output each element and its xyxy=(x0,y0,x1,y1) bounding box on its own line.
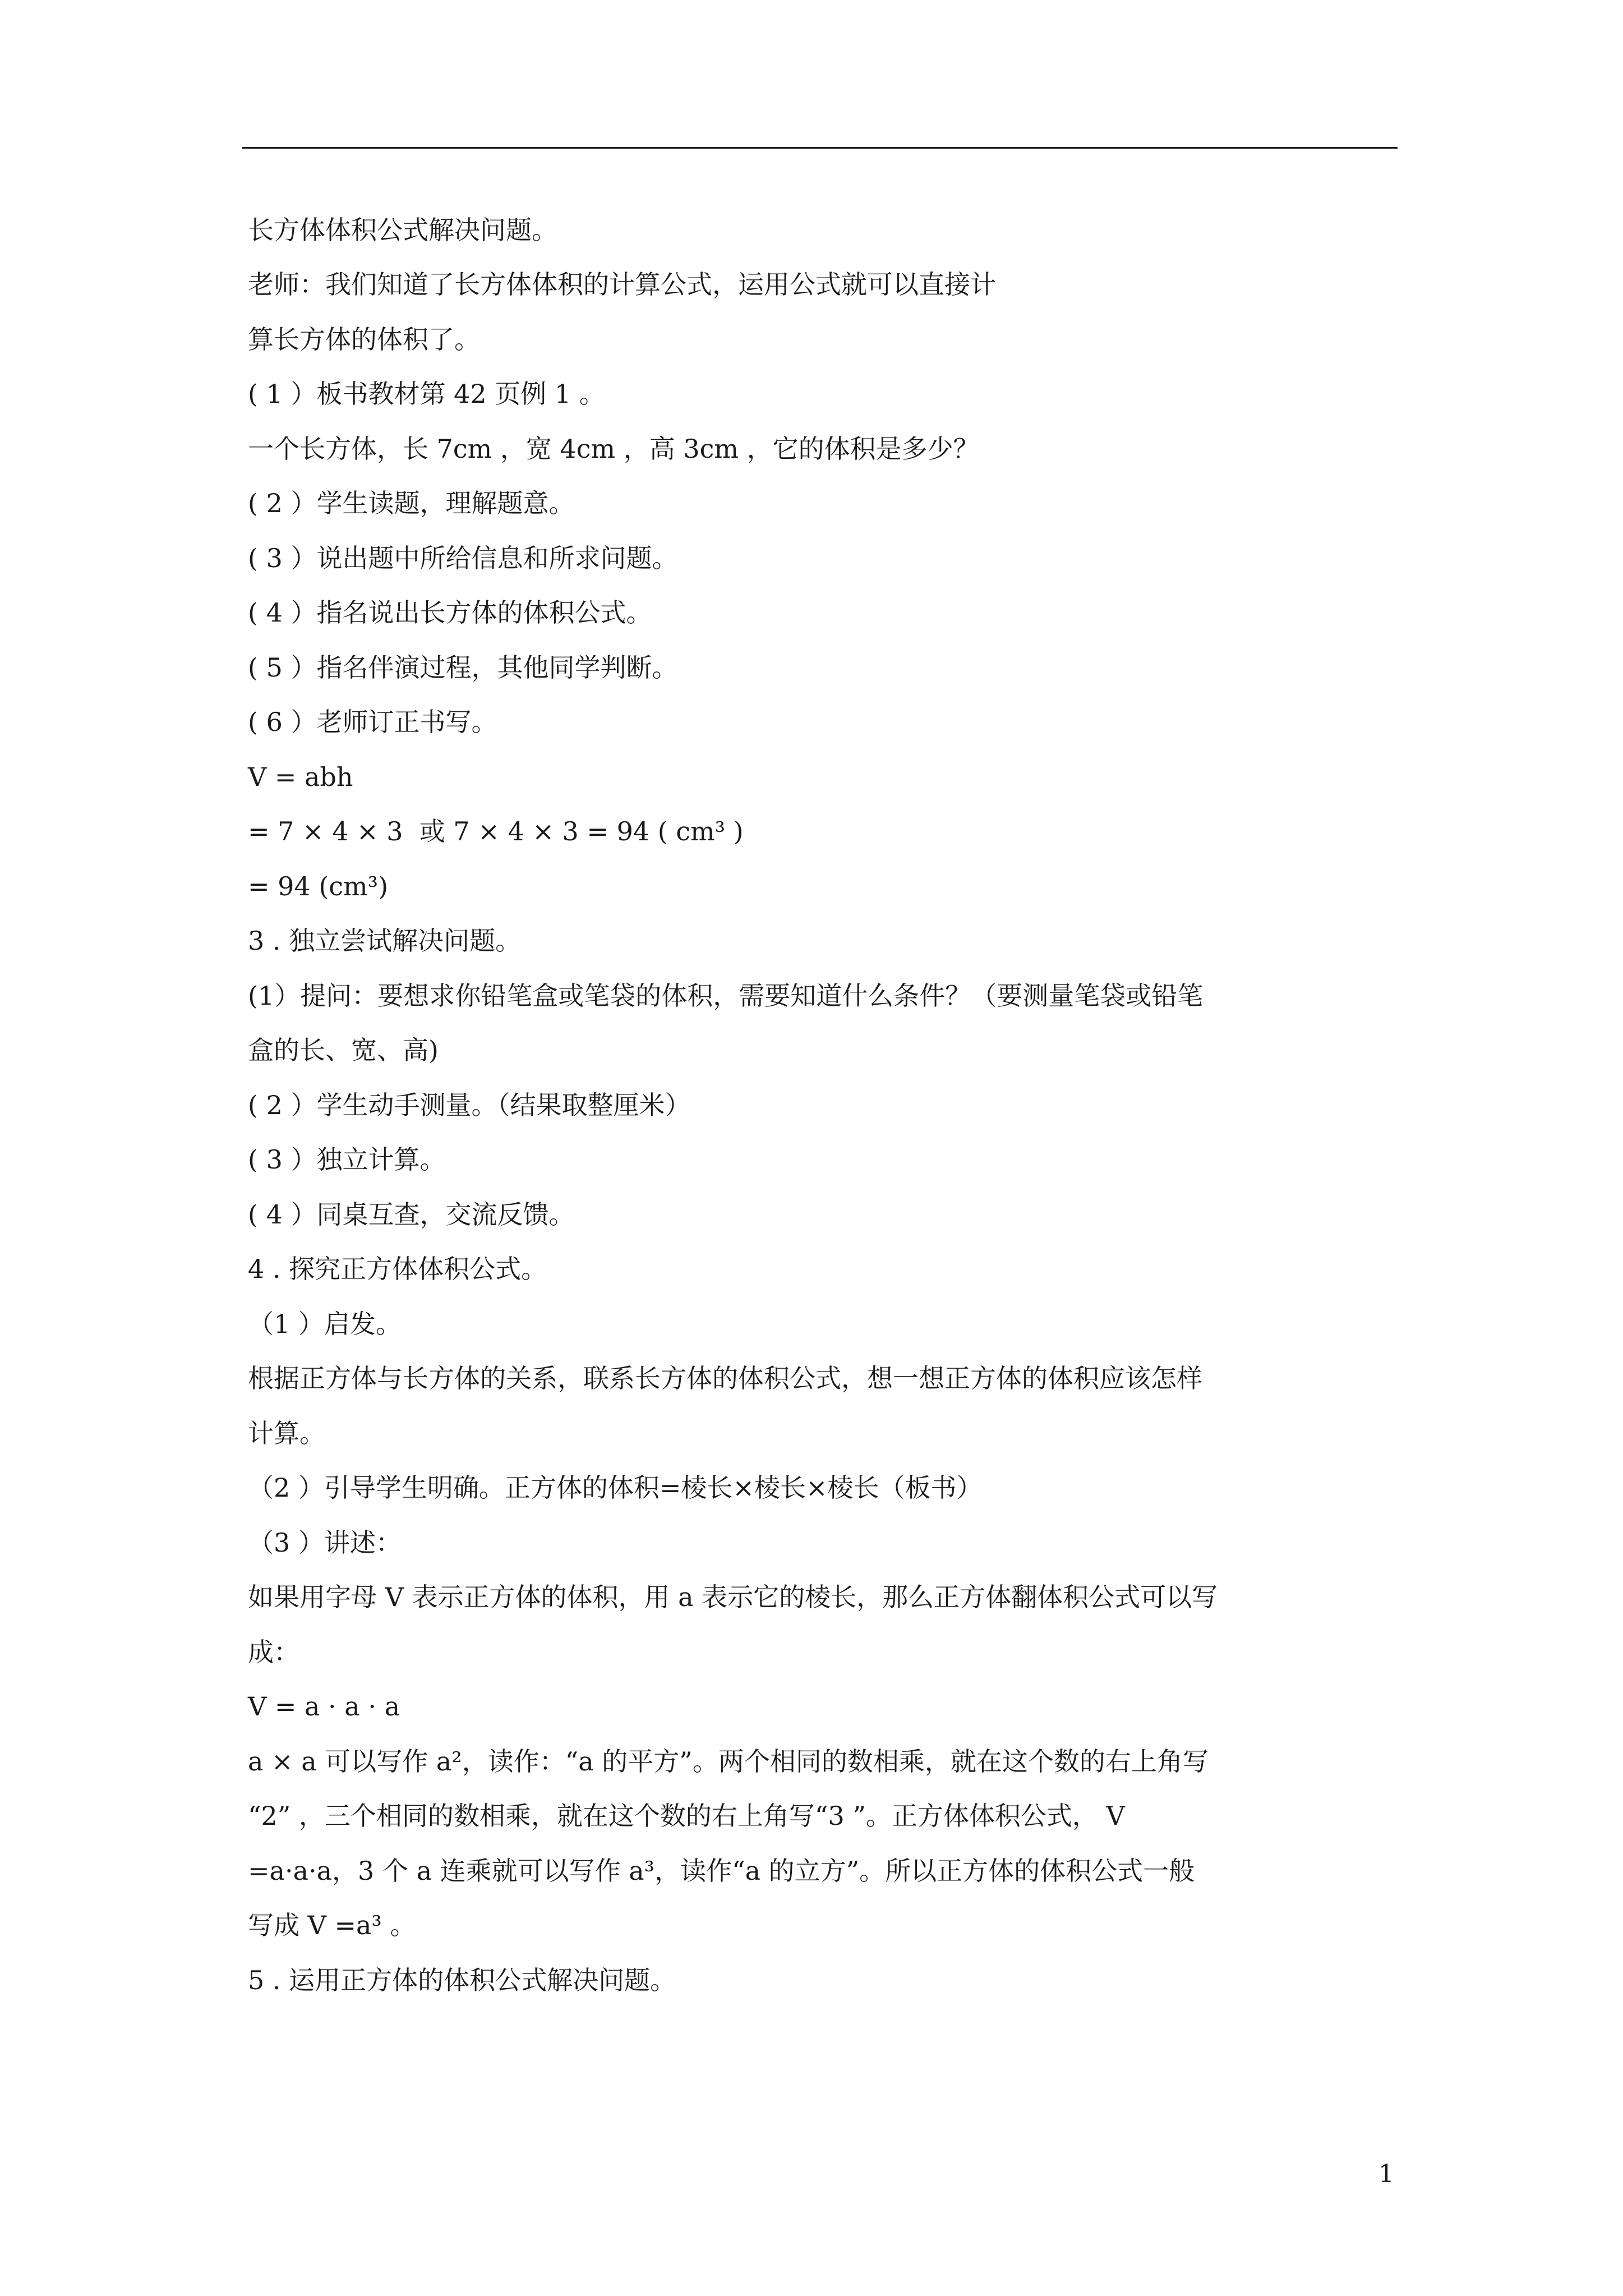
header-rule xyxy=(242,147,1398,149)
text-line: 老师：我们知道了长方体体积的计算公式，运用公式就可以直接计 xyxy=(248,269,996,300)
text-line: ( 6 ）老师订正书写。 xyxy=(248,707,497,737)
text-line: （1 ）启发。 xyxy=(248,1309,402,1339)
text-line: 根据正方体与长方体的关系，联系长方体的体积公式，想一想正方体的体积应该怎样 xyxy=(248,1363,1202,1393)
text-line: ( 2 ）学生读题，理解题意。 xyxy=(248,488,575,518)
formula-line: V = abh xyxy=(248,762,353,792)
text-line: “2” ，三个相同的数相乘，就在这个数的右上角写“3 ”。正方体体积公式， V xyxy=(248,1801,1125,1831)
text-line: ( 3 ）说出题中所给信息和所求问题。 xyxy=(248,543,678,573)
text-line: a × a 可以写作 a²，读作：“a 的平方”。两个相同的数相乘，就在这个数的右上角写 xyxy=(248,1746,1209,1777)
section-heading: 5 . 运用正方体的体积公式解决问题。 xyxy=(248,1965,676,1995)
text-line: 算长方体的体积了。 xyxy=(248,324,480,355)
text-line: =a·a·a，3 个 a 连乘就可以写作 a³，读作“a 的立方”。所以正方体的体积公式一般 xyxy=(248,1856,1195,1886)
text-line: ( 3 ）独立计算。 xyxy=(248,1144,446,1175)
text-line: 计算。 xyxy=(248,1418,325,1448)
text-line: (1）提问：要想求你铅笔盒或笔袋的体积，需要知道什么条件？（要测量笔袋或铅笔 xyxy=(248,981,1204,1011)
section-heading: 4 . 探究正方体体积公式。 xyxy=(248,1254,547,1284)
formula-line: V = a · a · a xyxy=(248,1691,400,1722)
text-line: （3 ）讲述： xyxy=(248,1527,402,1558)
text-line: ( 2 ）学生动手测量。（结果取整厘米） xyxy=(248,1090,691,1120)
text-line: 写成 V =a³ 。 xyxy=(248,1910,416,1940)
section-heading: 3 . 独立尝试解决问题。 xyxy=(248,926,522,956)
text-line: 长方体体积公式解决问题。 xyxy=(248,215,557,245)
formula-line: = 7 × 4 × 3 或 7 × 4 × 3 = 94 ( cm³ ) xyxy=(248,816,744,846)
text-line: （2 ）引导学生明确。正方体的体积=棱长×棱长×棱长（板书） xyxy=(248,1473,983,1503)
text-line: 盒的长、宽、高) xyxy=(248,1035,439,1065)
text-line: ( 4 ）指名说出长方体的体积公式。 xyxy=(248,597,652,628)
text-line: ( 4 ）同桌互查，交流反馈。 xyxy=(248,1199,575,1230)
formula-line: = 94 (cm³) xyxy=(248,871,389,901)
page-number: 1 xyxy=(1378,2160,1394,2188)
text-line: ( 1 ）板书教材第 42 页例 1 。 xyxy=(248,379,605,409)
text-line: ( 5 ）指名伴演过程，其他同学判断。 xyxy=(248,652,678,683)
text-line: 如果用字母 V 表示正方体的体积，用 a 表示它的棱长，那么正方体翻体积公式可以写 xyxy=(248,1582,1218,1612)
text-line: 一个长方体，长 7cm ，宽 4cm ，高 3cm ，它的体积是多少？ xyxy=(248,434,979,464)
text-line: 成： xyxy=(248,1637,299,1667)
